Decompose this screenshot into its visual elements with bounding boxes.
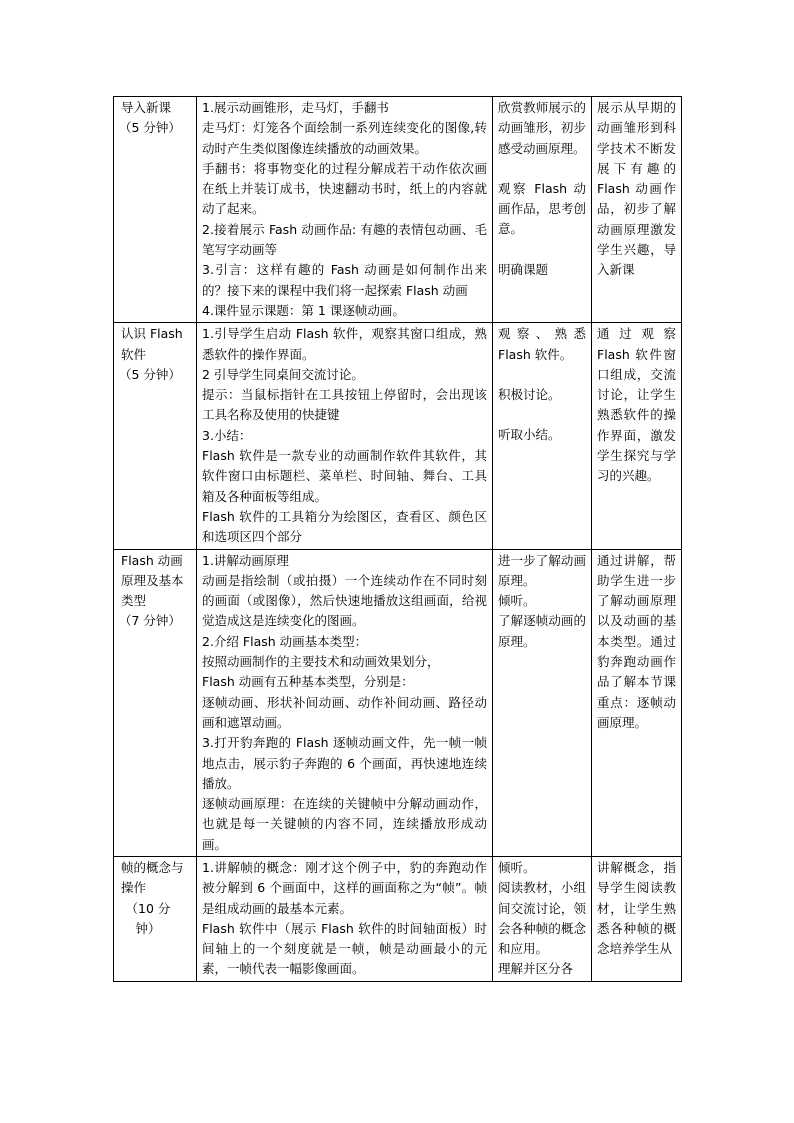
student-line: 倾听。 bbox=[498, 859, 536, 875]
student-line: 明确课题 bbox=[498, 261, 549, 277]
teacher-line: 3.小结： bbox=[202, 427, 252, 443]
teacher-line: 提示：当鼠标指针在工具按钮上停留时，会出现该工具名称及使用的快捷键 bbox=[202, 387, 487, 423]
phase-time: （5 分钟） bbox=[119, 120, 181, 136]
teacher-line: Flash 软件是一款专业的动画制作软件其软件，其软件窗口由标题栏、菜单栏、时间轴、舞台、工具箱及各种面板等组成。 bbox=[202, 448, 487, 504]
phase-time: （7 分钟） bbox=[119, 613, 181, 629]
student-line: 观察、熟悉 Flash 软件。 bbox=[498, 326, 586, 362]
phase-cell bbox=[114, 549, 197, 856]
student-line: 倾听。 bbox=[498, 593, 536, 609]
teacher-activity-cell bbox=[197, 97, 493, 323]
student-activity-cell bbox=[493, 856, 592, 981]
student-line: 进一步了解动画原理。 bbox=[498, 552, 586, 588]
teacher-line: 1.讲解帧的概念：刚才这个例子中，豹的奔跑动作被分解到 6 个画面中，这样的画面称之为“帧”。帧是组成动画的最基本元素。 bbox=[202, 859, 487, 916]
purpose-text: 展示从早期的动画雏形到科学技术不断发展下有趣的 Flash 动画作品，初步了解动画原理激发学生兴趣，导入新课 bbox=[597, 100, 676, 278]
teacher-line: 手翻书：将事物变化的过程分解成若干动作依次画在纸上并装订成书，快速翻动书时，纸上的内容就动了起来。 bbox=[202, 160, 487, 217]
design-purpose-cell bbox=[592, 97, 682, 323]
teacher-line: 逐帧动画、形状补间动画、动作补间动画、路径动画和遮罩动画。 bbox=[202, 694, 487, 730]
teacher-line: 1.讲解动画原理 bbox=[202, 552, 289, 568]
student-activity-cell bbox=[493, 97, 592, 323]
phase-time: （5 分钟） bbox=[119, 366, 181, 382]
teacher-activity-cell bbox=[197, 323, 493, 549]
teacher-line: 3.打开豹奔跑的 Flash 逐帧动画文件，先一帧一帧地点击，展示豹子奔跑的 6 个画面，再快速地连续播放。 bbox=[202, 735, 487, 791]
teacher-line: 1.展示动画锥形，走马灯，手翻书 bbox=[202, 100, 389, 115]
lesson-plan-table bbox=[113, 96, 682, 982]
student-line: 了解逐帧动画的原理。 bbox=[498, 613, 586, 649]
table-row bbox=[114, 323, 682, 549]
teacher-line: 1.引导学生启动 Flash 软件，观察其窗口组成，熟悉软件的操作界面。 bbox=[202, 326, 487, 362]
student-line: 阅读教材，小组间交流讨论，领会各种帧的概念和应用。 bbox=[498, 880, 586, 957]
teacher-line: 4.课件显示课题：第 1 课逐帧动画。 bbox=[202, 302, 405, 318]
teacher-line: 2 引导学生同桌间交流讨论。 bbox=[202, 366, 364, 382]
design-purpose-cell bbox=[592, 549, 682, 856]
teacher-activity-cell bbox=[197, 549, 493, 856]
teacher-line: 3.引言：这样有趣的 Fash 动画是如何制作出来的？接下来的课程中我们将一起探索 Flash 动画 bbox=[202, 262, 487, 298]
table-row bbox=[114, 97, 682, 323]
phase-title: 帧的概念与操作 bbox=[121, 859, 184, 896]
table-row bbox=[114, 549, 682, 856]
phase-cell bbox=[114, 323, 197, 549]
teacher-line: 2.接着展示 Fash 动画作品: 有趣的表情包动画、毛笔写字动画等 bbox=[202, 221, 487, 258]
teacher-line: 走马灯：灯笼各个面绘制一系列连续变化的图像,转动时产生类似图像连续播放的动画效果。 bbox=[202, 120, 487, 156]
teacher-line: 动画是指绘制（或拍摄）一个连续动作在不同时刻的画面（或图像），然后快速地播放这组画面，给视觉造成这是连续变化的图画。 bbox=[202, 572, 487, 629]
teacher-line: 2.介绍 Flash 动画基本类型： bbox=[202, 633, 368, 649]
student-line: 理解并区分各 bbox=[498, 961, 574, 977]
design-purpose-cell bbox=[592, 323, 682, 549]
table-row bbox=[114, 856, 682, 981]
purpose-text: 讲解概念，指导学生阅读教材，让学生熟悉各种帧的概念培养学生从 bbox=[597, 859, 676, 957]
teacher-line: Flash 动画有五种基本类型，分别是： bbox=[202, 674, 414, 690]
teacher-activity-cell bbox=[197, 856, 493, 981]
phase-cell bbox=[114, 97, 197, 323]
student-line: 积极讨论。 bbox=[498, 386, 561, 402]
student-activity-cell bbox=[493, 549, 592, 856]
phase-title: 导入新课 bbox=[121, 100, 172, 115]
student-line: 听取小结。 bbox=[498, 427, 561, 443]
phase-cell bbox=[114, 856, 197, 981]
student-activity-cell bbox=[493, 323, 592, 549]
design-purpose-cell bbox=[592, 856, 682, 981]
phase-title: Flash 动画原理及基本类型 bbox=[121, 552, 184, 609]
teacher-line: 逐帧动画原理：在连续的关键帧中分解动画动作，也就是每一关键帧的内容不同，连续播放形成动画。 bbox=[202, 796, 487, 852]
teacher-line: 按照动画制作的主要技术和动画效果划分， bbox=[202, 654, 440, 670]
student-line: 观察 Flash 动画作品，思考创意。 bbox=[498, 180, 586, 237]
student-line: 欣赏教师展示的动画雏形，初步感受动画原理。 bbox=[498, 100, 586, 156]
phase-title: 认识 Flash 软件 bbox=[121, 326, 183, 362]
purpose-text: 通过观察 Flash 软件窗口组成，交流讨论，让学生熟悉软件的操作界面，激发学生探究与学习的兴趣。 bbox=[597, 326, 676, 484]
phase-time: （10 分钟） bbox=[125, 900, 171, 936]
teacher-line: Flash 软件中（展示 Flash 软件的时间轴面板）时间轴上的一个刻度就是一帧，帧是动画最小的元素，一帧代表一幅影像画面。 bbox=[202, 920, 487, 977]
purpose-text: 通过讲解，帮助学生进一步了解动画原理以及动画的基本类型。通过豹奔跑动画作品了解本节课重点：逐帧动画原理。 bbox=[597, 552, 676, 730]
teacher-line: Flash 软件的工具箱分为绘图区，查看区、颜色区和选项区四个部分 bbox=[202, 508, 487, 545]
